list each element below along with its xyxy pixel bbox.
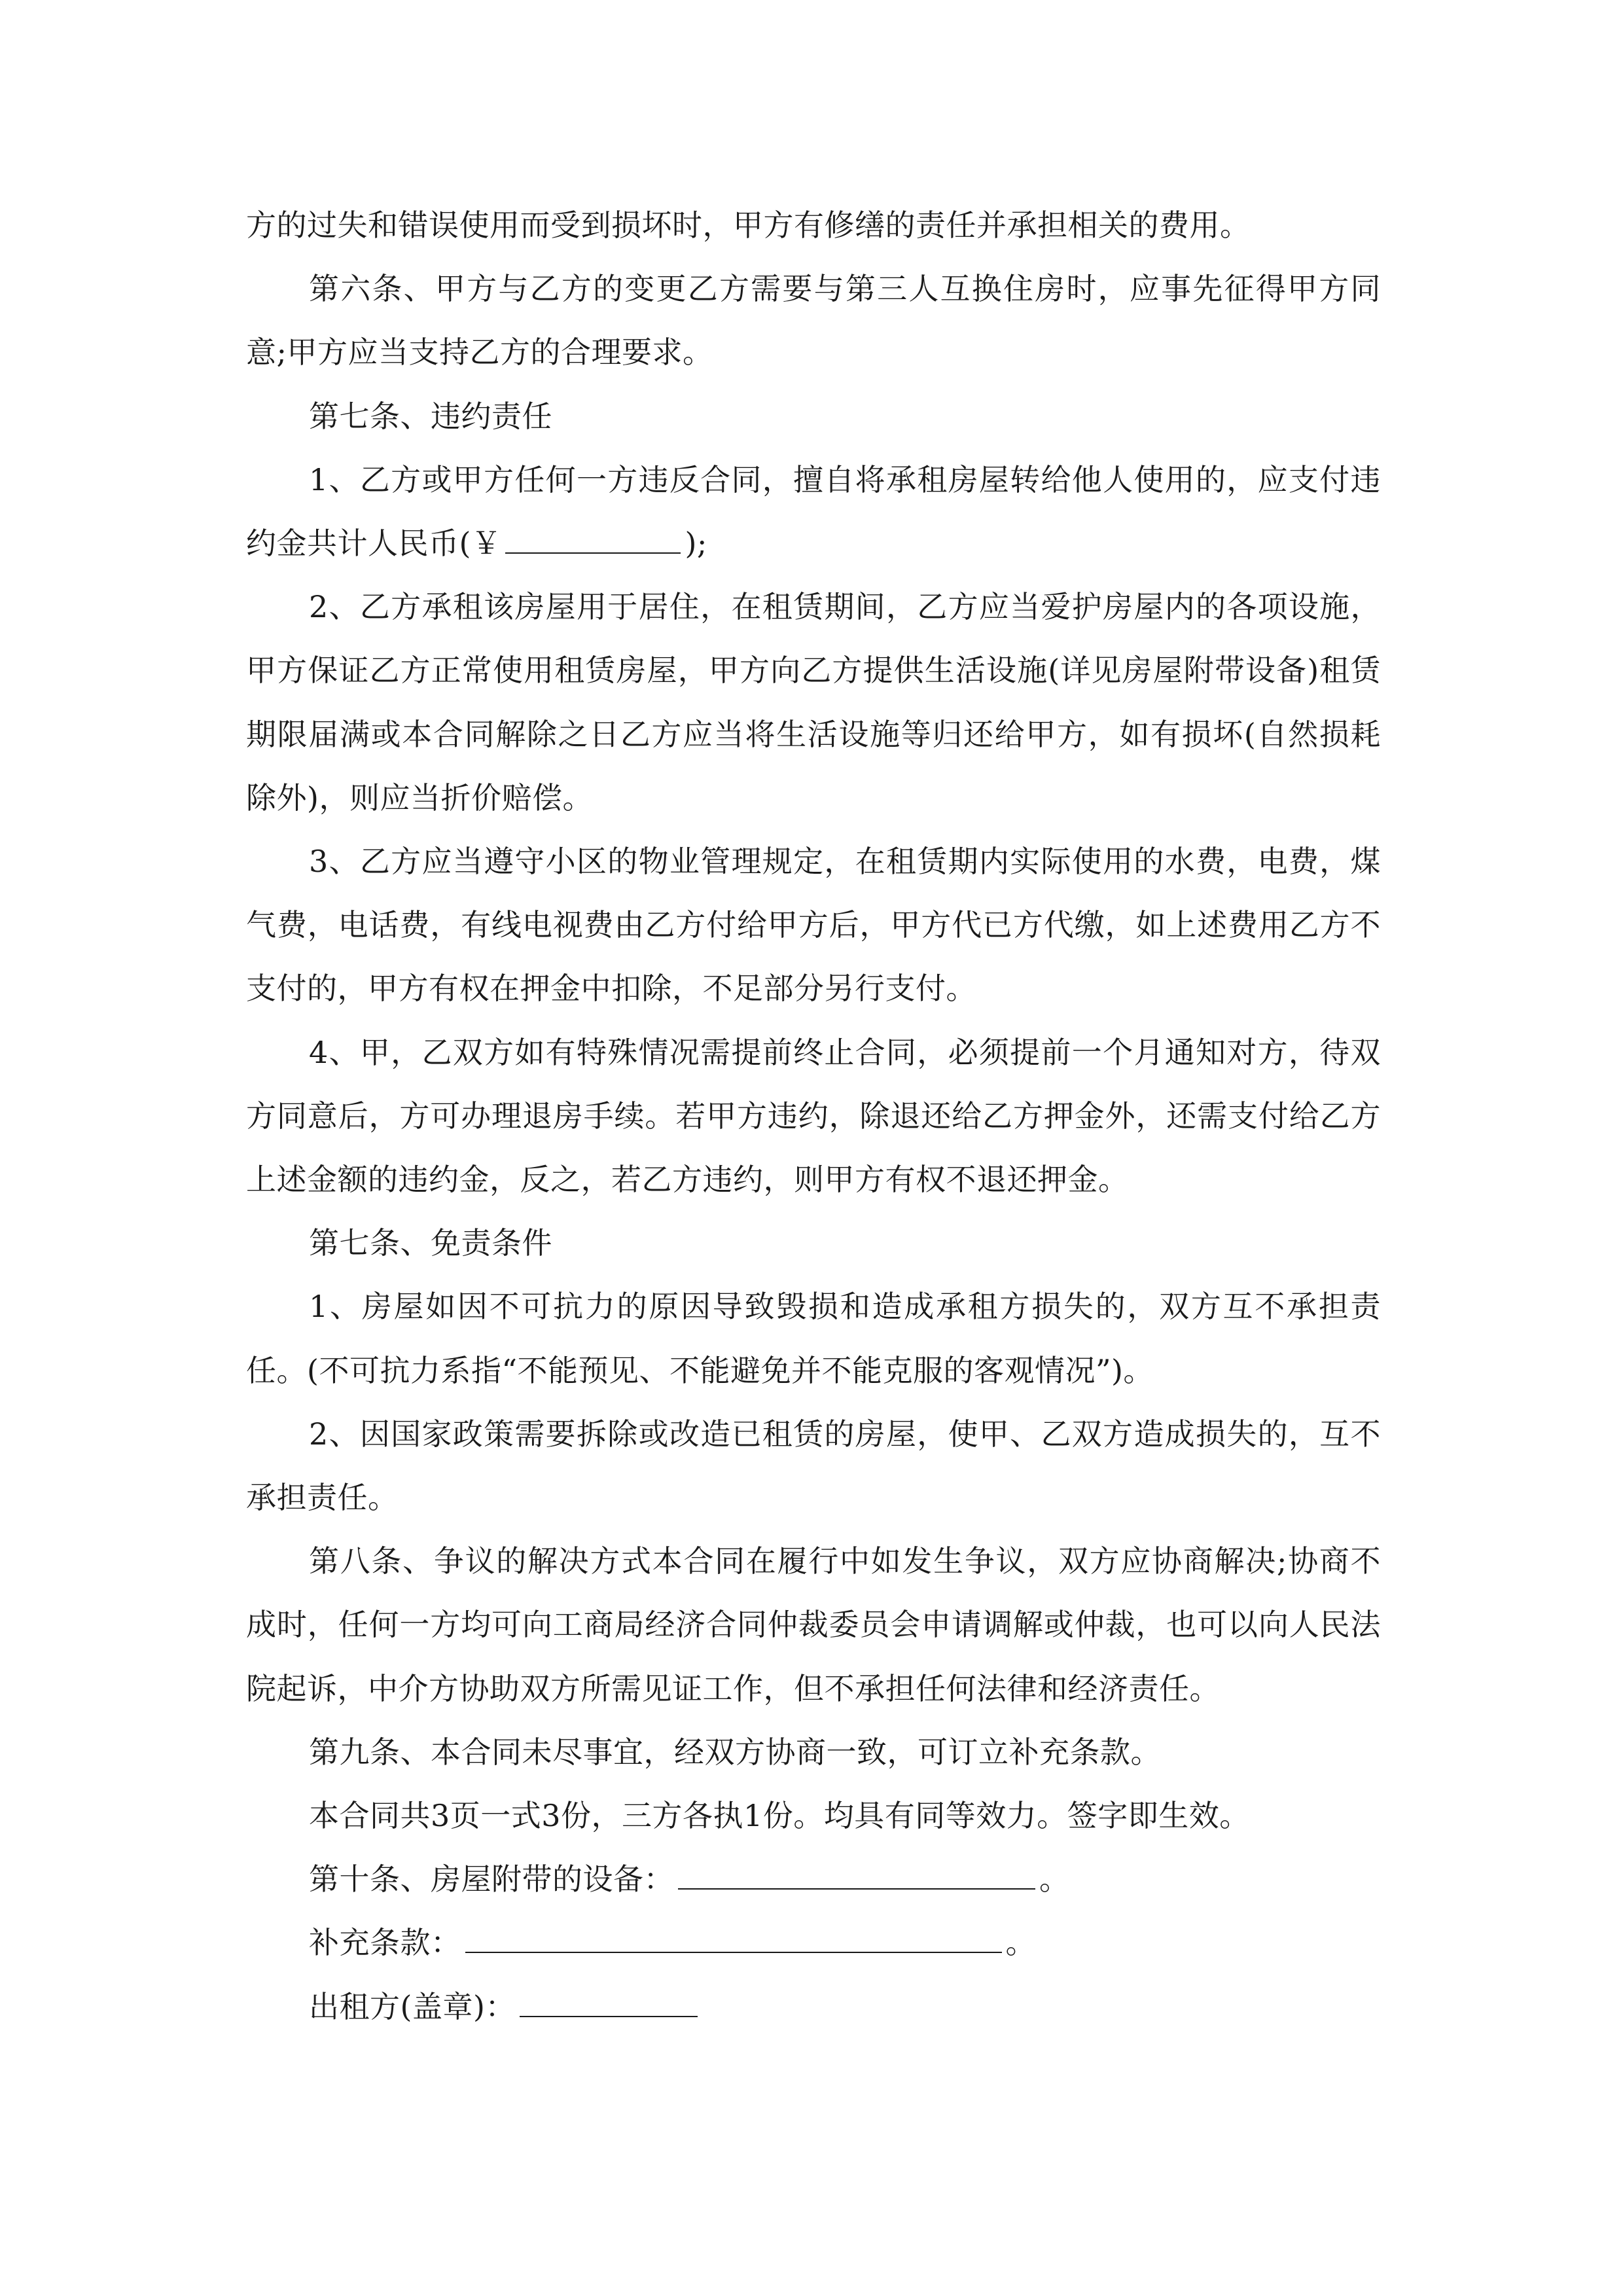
supplementary-blank [465,1924,1002,1954]
lessor-signature-blank [520,1987,698,2017]
lessor-signature [246,1975,1381,2039]
exemption-heading: 第七条、免责条件 [309,1225,552,1261]
breach-clause-2: 2、乙方承租该房屋用于居住，在租赁期间，乙方应当爱护房屋内的各项设施，甲方保证乙方正常使用租赁房屋，甲方向乙方提供生活设施(详见房屋附带设备)租赁期限届满或本合同解除之日乙方应当将生活设施等归还给甲方，如有损坏(自然损耗除外)，则应当折价赔偿。 [246,589,1381,816]
document-body [246,194,1381,2039]
supplementary-end: 。 [1005,1925,1036,1961]
equipment-label: 第十条、房屋附带的设备： [309,1861,674,1897]
article-7-heading: 第七条、违约责任 [309,398,552,434]
exemption-clause-2: 2、因国家政策需要拆除或改造已租赁的房屋，使甲、乙双方造成损失的，互不承担责任。 [246,1416,1381,1516]
breach-clause-1 [246,448,1381,575]
equipment-blank [678,1860,1035,1890]
article-6-paragraph: 第六条、甲方与乙方的变更乙方需要与第三人互换住房时，应事先征得甲方同意;甲方应当支持乙方的合理要求。 [246,271,1381,370]
article-10-equipment [246,1848,1381,1911]
breach-clause-1-text: 1、乙方或甲方任何一方违反合同，擅自将承租房屋转给他人使用的，应支付违约金共计人民币(￥ [246,461,1381,562]
supplementary-label: 补充条款： [309,1925,461,1961]
breach-clause-4: 4、甲，乙双方如有特殊情况需提前终止合同，必须提前一个月通知对方，待双方同意后，方可办理退房手续。若甲方违约，除退还给乙方押金外，还需支付给乙方上述金额的违约金，反之，若乙方违约，则甲方有权不退还押金。 [246,1034,1381,1198]
breach-clause-3: 3、乙方应当遵守小区的物业管理规定，在租赁期内实际使用的水费，电费，煤气费，电话费，有线电视费由乙方付给甲方后，甲方代已方代缴，如上述费用乙方不支付的，甲方有权在押金中扣除，不足部分另行支付。 [246,844,1381,1007]
article-8-paragraph: 第八条、争议的解决方式本合同在履行中如发生争议，双方应协商解决;协商不成时，任何一方均可向工商局经济合同仲裁委员会申请调解或仲裁，也可以向人民法院起诉，中介方协助双方所需见证工作，但不承担任何法律和经济责任。 [246,1543,1381,1706]
paragraph-continuation: 方的过失和错误使用而受到损坏时，甲方有修缮的责任并承担相关的费用。 [246,207,1251,243]
copies-paragraph: 本合同共3页一式3份，三方各执1份。均具有同等效力。签字即生效。 [309,1798,1250,1834]
article-9-paragraph: 第九条、本合同未尽事宜，经双方协商一致，可订立补充条款。 [309,1734,1161,1770]
exemption-clause-1: 1、房屋如因不可抗力的原因导致毁损和造成承租方损失的，双方互不承担责任。(不可抗力系指“不能预见、不能避免并不能克服的客观情况”)。 [246,1289,1381,1388]
supplementary-terms [246,1911,1381,1975]
breach-clause-1-end: ); [685,526,707,562]
penalty-amount-blank [505,524,681,554]
lessor-label: 出租方(盖章)： [309,1988,516,2024]
equipment-end: 。 [1039,1861,1070,1897]
